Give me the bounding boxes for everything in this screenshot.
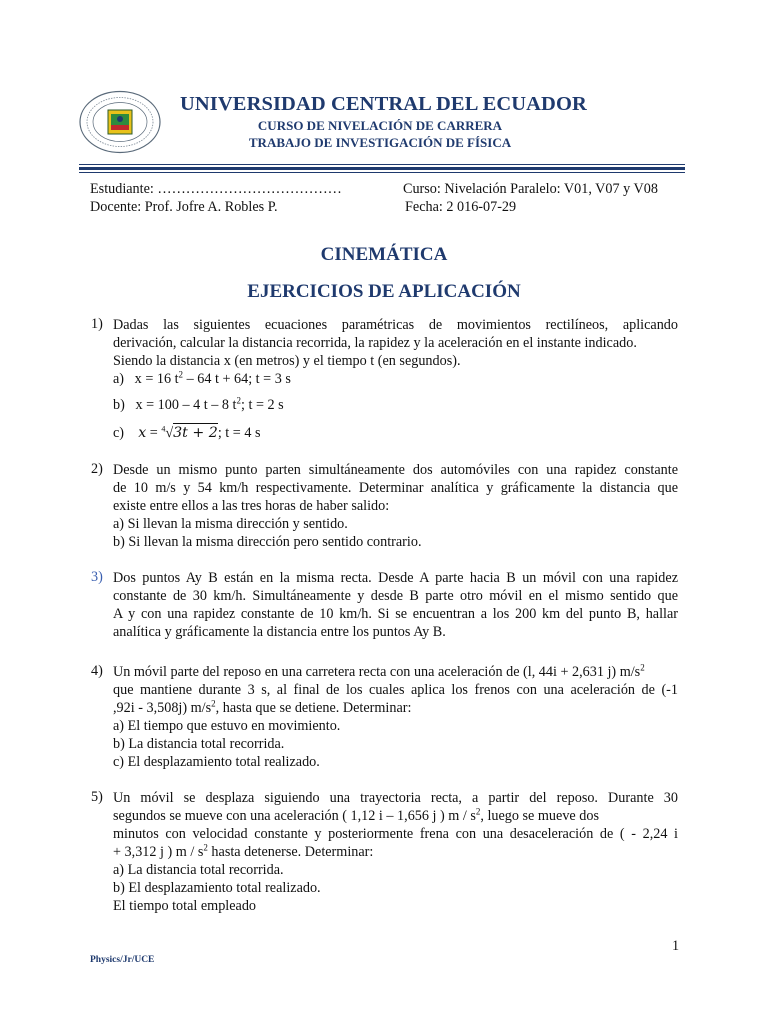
- exercise-4-number: 4): [91, 663, 103, 679]
- exercise-5-line-2-exponent: 2: [475, 806, 481, 817]
- exercise-4-line-3-tail: , hasta que se detiene. Determinar:: [215, 700, 412, 716]
- exercise-3-line-3: A y con una rapidez constante de 10 km/h. Si se encuentran a los 200 km del punto B, hallar: [113, 606, 678, 622]
- document-title: CINEMÁTICA: [320, 244, 448, 265]
- exercise-1: [113, 316, 678, 370]
- exercise-3-line-2: constante de 30 km/h. Simultáneamente y desde B parte otro móvil en el mismo sentido que: [113, 588, 678, 604]
- exercise-5-line-5: a) La distancia total recorrida.: [113, 862, 284, 878]
- exercise-4-line-4: a) El tiempo que estuvo en movimiento.: [113, 718, 341, 734]
- exercise-4-line-6: c) El desplazamiento total realizado.: [113, 754, 320, 770]
- exercise-4-line-3-exponent: 2: [211, 698, 216, 709]
- exercise-5-line-4: [113, 843, 678, 861]
- part-a-label: a): [113, 371, 125, 387]
- part-c-equals: =: [146, 425, 162, 441]
- teacher-info: Docente: Prof. Jofre A. Robles P.: [90, 199, 278, 215]
- document-subtitle: EJERCICIOS DE APLICACIÓN: [247, 281, 521, 302]
- exercise-4-line-1-exponent: 2: [640, 662, 645, 673]
- part-a-exponent: 2: [178, 369, 184, 380]
- exercise-4-line-5: b) La distancia total recorrida.: [113, 736, 285, 752]
- exercise-4: [113, 663, 678, 771]
- exercise-5-line-4-tail: hasta detenerse. Determinar:: [207, 844, 374, 860]
- exercise-4-line-2: que mantiene durante 3 s, al final de los cuales aplica los frenos con una aceleración de (-1: [113, 682, 678, 698]
- university-seal-icon: [77, 89, 163, 155]
- footer-code: Physics/Jr/UCE: [90, 955, 155, 965]
- part-c-label: c): [113, 425, 125, 441]
- header-rule-middle: [79, 167, 685, 170]
- exercise-1-line-1: Dadas las siguientes ecuaciones paramétricas de movimientos rectilíneos, aplicando: [113, 317, 678, 333]
- part-c-variable: x: [138, 425, 147, 441]
- exercise-4-line-3-text: ,92i - 3,508j) m/s: [113, 700, 212, 716]
- exercise-3-number: 3): [91, 569, 103, 585]
- part-b-eq-2: ; t = 2 s: [240, 397, 284, 413]
- part-a-eq-2: – 64 t + 64; t = 3 s: [183, 371, 291, 387]
- exercise-2-line-3: existe entre ellos a las tres horas de haber salido:: [113, 498, 390, 514]
- exercise-5-line-4-text: + 3,312 j ) m / s: [113, 844, 204, 860]
- exercise-2: [113, 461, 678, 551]
- university-name: UNIVERSIDAD CENTRAL DEL ECUADOR: [180, 93, 587, 115]
- exercise-1-part-a: [113, 370, 291, 388]
- exercise-2-line-5: b) Si llevan la misma dirección pero sentido contrario.: [113, 534, 422, 550]
- exercise-3-line-1: Dos puntos Ay B están en la misma recta. Desde A parte hacia B un móvil con una rapidez: [113, 570, 678, 586]
- header-rule-top: [79, 164, 685, 165]
- exercise-4-line-1: [113, 663, 678, 681]
- exercise-5-line-3: minutos con velocidad constante y posteriormente frena con una desaceleración de ( - 2,24 i: [113, 826, 678, 842]
- exercise-1-part-c: c) x = $^4$√3t + 2; t = 4 s: [113, 424, 261, 441]
- part-b-label: b): [113, 397, 125, 413]
- exercise-1-line-3: Siendo la distancia x (en metros) y el tiempo t (en segundos).: [113, 353, 461, 369]
- part-c-root-index: 4: [161, 424, 166, 434]
- exercise-5-line-1: Un móvil se desplaza siguiendo una trayectoria recta, a partir del reposo. Durante 30: [113, 790, 678, 806]
- exercise-5: [113, 789, 678, 915]
- course-info: Curso: Nivelación Paralelo: V01, V07 y V08: [403, 181, 658, 197]
- exercise-5-line-7: El tiempo total empleado: [113, 898, 257, 914]
- exercise-5-line-2-tail: , luego se mueve dos: [480, 808, 599, 824]
- exercise-4-line-1-text: Un móvil parte del reposo en una carretera recta con una aceleración de (l, 44i + 2,631 j) m/s: [113, 664, 641, 680]
- exercise-4-line-3: [113, 699, 678, 717]
- exercise-2-line-2: de 10 m/s y 54 km/h respectivamente. Determinar analítica y gráficamente la distancia que: [113, 480, 678, 496]
- part-a-eq-1: x = 16 t: [134, 371, 179, 387]
- exercise-3-line-4: analítica y gráficamente la distancia entre los puntos Ay B.: [113, 624, 446, 640]
- date-info: Fecha: 2 016-07-29: [405, 199, 517, 215]
- exercise-3: [113, 569, 678, 641]
- exercise-5-line-4-exponent: 2: [203, 842, 208, 853]
- exercise-5-number: 5): [91, 789, 103, 805]
- header-rule-bottom: [79, 172, 685, 173]
- exercise-5-line-6: b) El desplazamiento total realizado.: [113, 880, 321, 896]
- work-line: TRABAJO DE INVESTIGACIÓN DE FÍSICA: [248, 135, 512, 150]
- part-b-eq-1: x = 100 – 4 t – 8 t: [135, 397, 237, 413]
- exercise-1-line-2: derivación, calcular la distancia recorrida, la rapidez y la aceleración en el instante indicado.: [113, 335, 637, 351]
- exercise-1-number: 1): [91, 316, 103, 332]
- exercise-5-line-2: [113, 807, 678, 825]
- exercise-1-part-b: [113, 396, 284, 414]
- exercise-2-number: 2): [91, 461, 103, 477]
- exercise-5-line-2-text: segundos se mueve con una aceleración ( 1,12 i – 1,656 j ) m / s: [113, 808, 476, 824]
- exercise-2-line-4: a) Si llevan la misma dirección y sentido.: [113, 516, 348, 532]
- part-c-radicand: 3t + 2: [173, 425, 218, 441]
- part-c-tail: ; t = 4 s: [217, 425, 261, 441]
- exercise-2-line-1: Desde un mismo punto parten simultáneamente dos automóviles con una rapidez constante: [113, 462, 678, 478]
- course-line: CURSO DE NIVELACIÓN DE CARRERA: [257, 118, 503, 133]
- student-field: Estudiante: …………………………………: [90, 181, 342, 197]
- page-number: 1: [672, 938, 680, 954]
- part-b-exponent: 2: [236, 395, 241, 406]
